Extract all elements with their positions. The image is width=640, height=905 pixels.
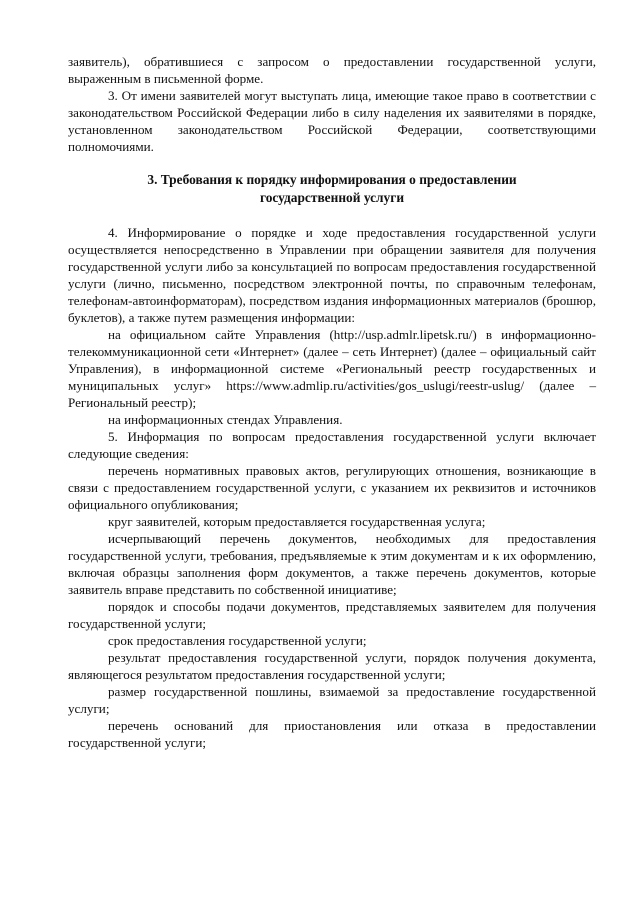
paragraph-3: 3. От имени заявителей могут выступать лица, имеющие такое право в соответствии с законодательством Российской Федерации либо в силу наделения их заявителями в порядке, установленном законодательством Российской Федерации, соответствующими полномочиями. xyxy=(68,88,596,154)
list-item-service-result: результат предоставления государственной услуги, порядок получения документа, являющегося результатом предоставления государственной услуги; xyxy=(68,650,596,682)
list-item-submission-order: порядок и способы подачи документов, представляемых заявителем для получения государственной услуги; xyxy=(68,599,596,631)
list-item-refusal-grounds: перечень оснований для приостановления или отказа в предоставлении государственной услуги; xyxy=(68,718,596,750)
list-item-normative-acts: перечень нормативных правовых актов, регулирующих отношения, возникающие в связи с предоставлением государственной услуги, с указанием их реквизитов и источников официального опубликования; xyxy=(68,463,596,512)
paragraph-4-info-stands: на информационных стендах Управления. xyxy=(108,412,343,427)
section-heading-line-1: 3. Требования к порядку информирования о предоставлении xyxy=(147,172,517,187)
section-heading xyxy=(68,171,596,207)
document-page xyxy=(68,53,596,751)
section-heading-line-2: государственной услуги xyxy=(259,190,405,205)
list-item-applicants: круг заявителей, которым предоставляется государственная услуга; xyxy=(108,514,486,529)
paragraph-4-official-site: на официальном сайте Управления (http://usp.admlr.lipetsk.ru/) в информационно-телекоммуникационной сети «Интернет» (далее – сеть Интернет) (далее – официальный сайт Управления), в информационной системе «Региональный реестр государственных и муниципальных услуг» https://www.admlip.ru/activities/gos_uslugi/reestr-uslug/ (далее – Региональный реестр); xyxy=(68,327,596,410)
list-item-state-fee: размер государственной пошлины, взимаемой за предоставление государственной услуги; xyxy=(68,684,596,716)
paragraph-continuation: заявитель), обратившиеся с запросом о предоставлении государственной услуги, выраженным в письменной форме. xyxy=(68,54,596,86)
list-item-documents: исчерпывающий перечень документов, необходимых для предоставления государственной услуги, требования, предъявляемые к этим документам и к их оформлению, включая образцы заполнения форм документов, а также перечень документов, которые заявитель вправе представить по собственной инициативе; xyxy=(68,531,596,597)
list-item-service-term: срок предоставления государственной услуги; xyxy=(108,633,367,648)
paragraph-4: 4. Информирование о порядке и ходе предоставления государственной услуги осуществляется непосредственно в Управлении при обращении заявителя для получения государственной услуги либо за консультацией по вопросам предоставления государственной услуги (лично, письменно, посредством электронной почты, по справочным телефонам, телефонам-автоинформаторам), посредством издания информационных материалов (брошюр, буклетов), а также путем размещения информации: xyxy=(68,225,596,325)
paragraph-5: 5. Информация по вопросам предоставления государственной услуги включает следующие сведения: xyxy=(68,429,596,461)
